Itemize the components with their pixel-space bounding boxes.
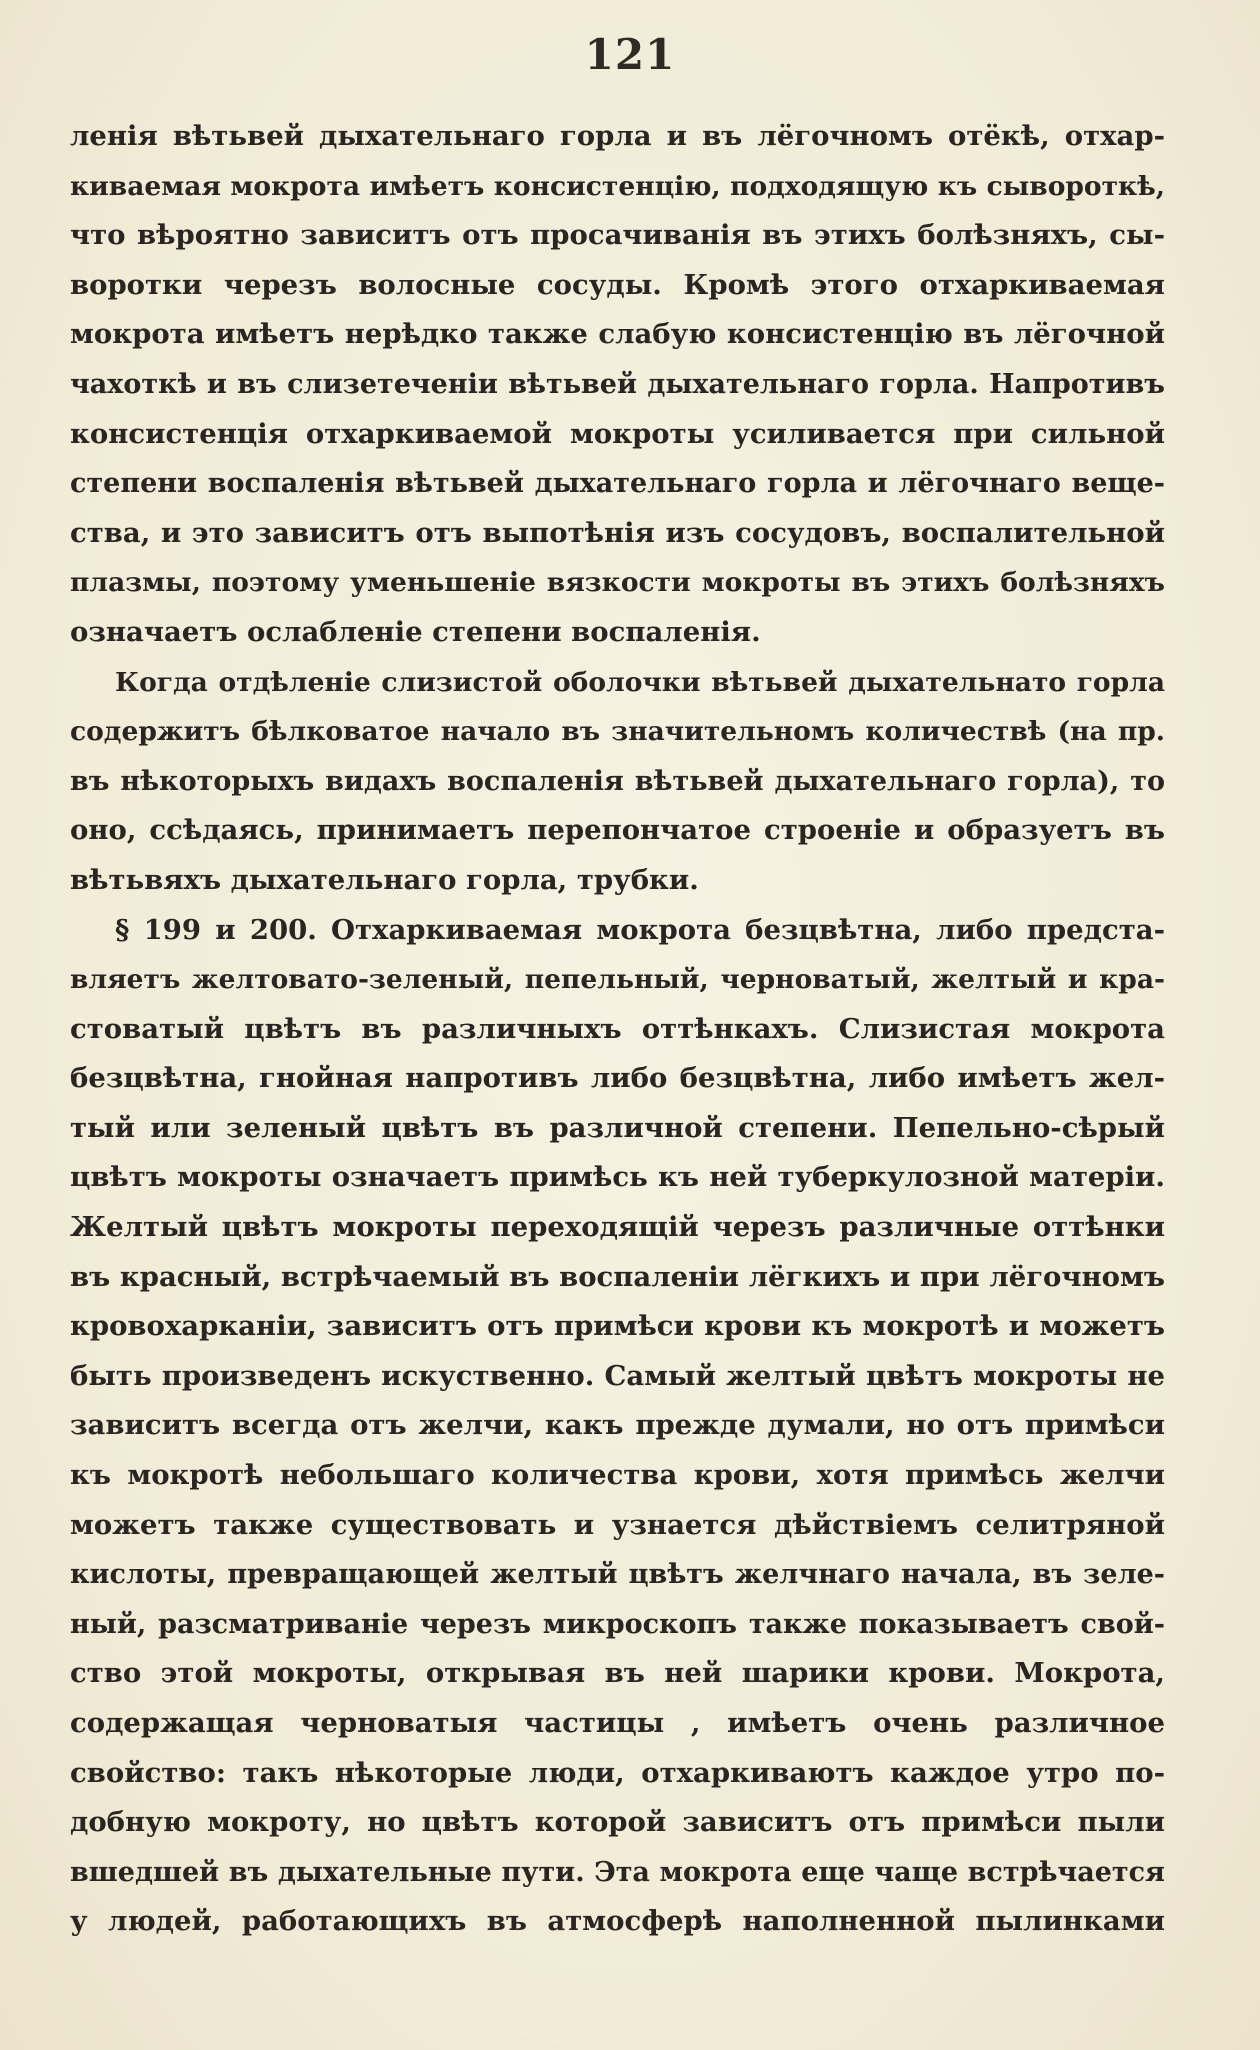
text-line: можетъ также существовать и узнается дѣйствіемъ селитряной — [70, 1508, 1165, 1541]
text-line: что вѣроятно зависитъ отъ просачиванія въ этихъ болѣзняхъ, сы- — [70, 219, 1165, 252]
text-line: къ мокротѣ небольшаго количества крови, хотя примѣсь желчи — [70, 1459, 1165, 1492]
text-line: Когда отдѣленіе слизистой оболочки вѣтьвей дыхательнато горла — [115, 666, 1165, 698]
text-line: тый или зеленый цвѣтъ въ различной степени. Пепельно-сѣрый — [70, 1111, 1165, 1144]
text-line: киваемая мокрота имѣетъ консистенцію, подходящую къ сывороткѣ, — [70, 170, 1165, 202]
text-line: свойство: такъ нѣкоторые люди, отхаркиваютъ каждое утро по- — [70, 1756, 1165, 1789]
text-line: означаетъ ослабленіе степени воспаленія. — [70, 615, 761, 648]
text-line: чахоткѣ и въ слизетеченіи вѣтьвей дыхательнаго горла. Напротивъ — [70, 368, 1165, 400]
text-line: ленія вѣтьвей дыхательнаго горла и въ лёгочномъ отёкѣ, отхар- — [70, 120, 1165, 152]
text-line: кислоты, превращающей желтый цвѣтъ желчнаго начала, въ зеле- — [70, 1559, 1165, 1591]
text-line: содержитъ бѣлковатое начало въ значительномъ количествѣ (на пр. — [70, 716, 1165, 748]
text-line: вляетъ желтовато-зеленый, пепельный, черноватый, желтый и кра- — [70, 964, 1165, 996]
text-line: ство этой мокроты, открывая въ ней шарики крови. Мокрота, — [70, 1657, 1165, 1690]
text-line: ный, разсматриваніе черезъ микроскопъ также показываетъ свой- — [70, 1608, 1165, 1640]
text-line: зависитъ всегда отъ желчи, какъ прежде думали, но отъ примѣси — [70, 1409, 1165, 1442]
text-line: вѣтьвяхъ дыхательнаго горла, трубки. — [70, 863, 699, 896]
text-line: ства, и это зависитъ отъ выпотѣнія изъ сосудовъ, воспалительной — [70, 516, 1165, 549]
text-line: консистенція отхаркиваемой мокроты усиливается при сильной — [70, 417, 1165, 450]
text-line: § 199 и 200. Отхаркиваемая мокрота безцвѣтна, либо предста- — [115, 913, 1165, 946]
text-line: цвѣтъ мокроты означаетъ примѣсь къ ней туберкулозной матеріи. — [70, 1161, 1165, 1194]
text-line: въ красный, встрѣчаемый въ воспаленіи лёгкихъ и при лёгочномъ — [70, 1260, 1165, 1293]
text-line: кровохарканіи, зависитъ отъ примѣси крови къ мокротѣ и можетъ — [70, 1310, 1165, 1343]
text-line: вшедшей въ дыхательные пути. Эта мокрота еще чаще встрѣчается — [70, 1856, 1165, 1888]
text-line: содержащая черноватыя частицы , имѣетъ очень различное — [70, 1707, 1165, 1739]
text-line: добную мокроту, но цвѣтъ которой зависитъ отъ примѣси пыли — [70, 1806, 1165, 1839]
text-line: быть произведенъ искуственно. Самый желтый цвѣтъ мокроты не — [70, 1359, 1165, 1392]
text-line: воротки черезъ волосные сосуды. Кромѣ этого отхаркиваемая — [70, 268, 1165, 301]
text-line: Желтый цвѣтъ мокроты переходящій черезъ различные оттѣнки — [70, 1211, 1165, 1244]
text-line: стоватый цвѣтъ въ различныхъ оттѣнкахъ. Слизистая мокрота — [70, 1012, 1165, 1045]
page-number: 121 — [584, 30, 676, 79]
text-line: въ нѣкоторыхъ видахъ воспаленія вѣтьвей дыхательнаго горла), то — [70, 765, 1165, 797]
text-line: безцвѣтна, гнойная напротивъ либо безцвѣтна, либо имѣетъ жел- — [70, 1062, 1165, 1095]
text-line: у людей, работающихъ въ атмосферѣ наполненной пылинками — [70, 1905, 1165, 1938]
text-line: плазмы, поэтому уменьшеніе вязкости мокроты въ этихъ болѣзняхъ — [70, 567, 1165, 599]
text-line: оно, ссѣдаясь, принимаетъ перепончатое строеніе и образуетъ въ — [70, 814, 1165, 847]
text-line: степени воспаленія вѣтьвей дыхательнаго горла и лёгочнаго веще- — [70, 468, 1165, 500]
body-text — [70, 112, 1165, 1947]
text-line: мокрота имѣетъ нерѣдко также слабую консистенцію въ лёгочной — [70, 318, 1165, 351]
